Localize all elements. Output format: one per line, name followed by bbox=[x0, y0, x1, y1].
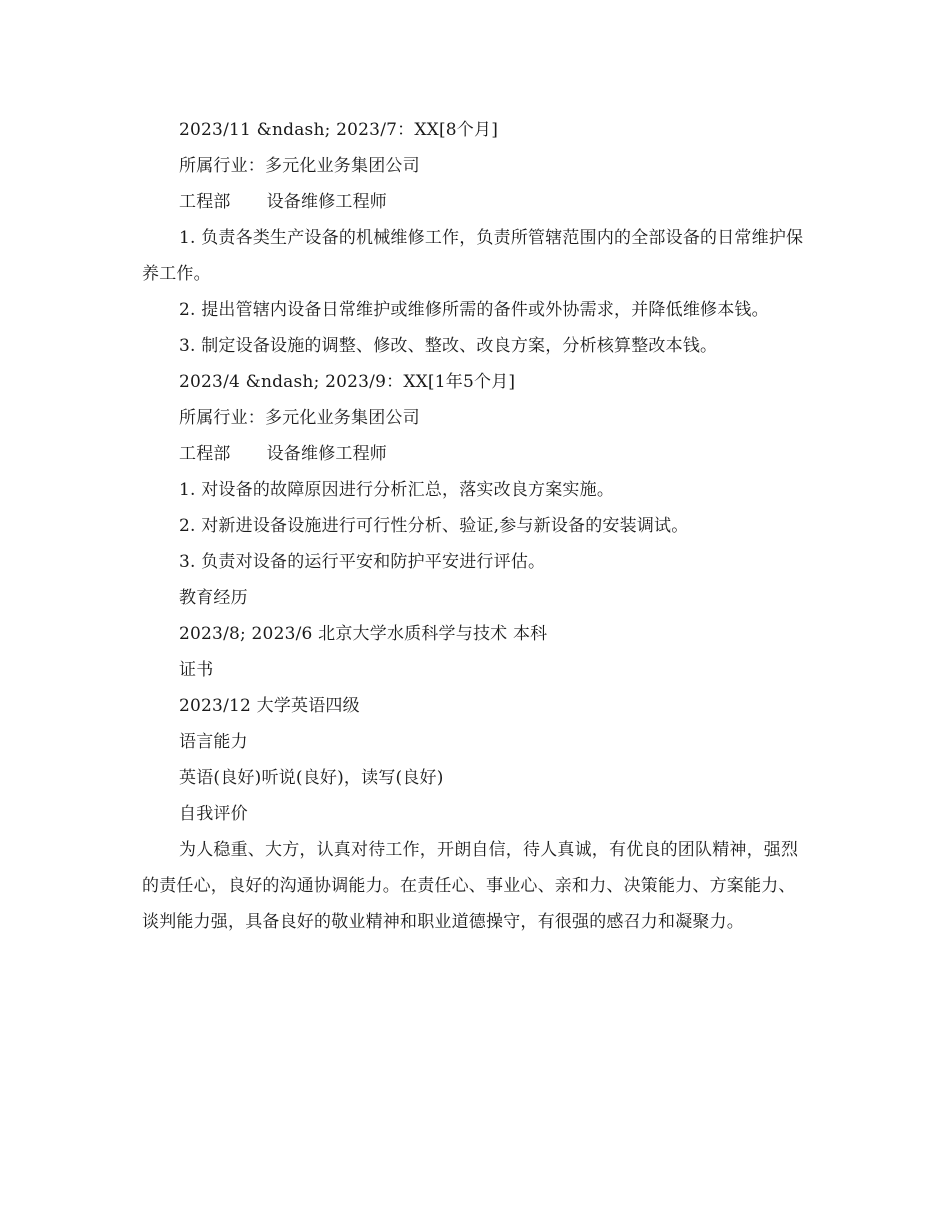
resume-page bbox=[142, 112, 806, 940]
job-2-duty-1: 1. 对设备的故障原因进行分析汇总，落实改良方案实施。 bbox=[179, 480, 615, 500]
education-heading: 教育经历 bbox=[179, 588, 248, 608]
language-entry: 英语(良好)听说(良好)，读写(良好) bbox=[179, 768, 444, 788]
job-1-period: 2023/11 &ndash; 2023/7：XX[8个月] bbox=[179, 120, 499, 140]
job-1-duty-1: 1. 负责各类生产设备的机械维修工作，负责所管辖范围内的全部设备的日常维护保养工作。 bbox=[142, 228, 804, 284]
job-1-position: 设备维修工程师 bbox=[266, 192, 388, 212]
job-2-department: 工程部 bbox=[179, 444, 231, 464]
job-2-duty-3: 3. 负责对设备的运行平安和防护平安进行评估。 bbox=[179, 552, 546, 572]
job-1-department: 工程部 bbox=[179, 192, 231, 212]
certificates-heading: 证书 bbox=[179, 660, 214, 680]
job-1-duty-3: 3. 制定设备设施的调整、修改、整改、改良方案，分析核算整改本钱。 bbox=[179, 336, 718, 356]
language-heading: 语言能力 bbox=[179, 732, 248, 752]
job-2-position: 设备维修工程师 bbox=[266, 444, 388, 464]
job-2-duty-2: 2. 对新进设备设施进行可行性分析、验证,参与新设备的安装调试。 bbox=[179, 516, 689, 536]
certificates-entry: 2023/12 大学英语四级 bbox=[179, 696, 360, 716]
job-1-duty-2: 2. 提出管辖内设备日常维护或维修所需的备件或外协需求，并降低维修本钱。 bbox=[179, 300, 769, 320]
job-2-role-line bbox=[142, 436, 806, 472]
job-2-industry: 所属行业：多元化业务集团公司 bbox=[179, 408, 420, 428]
job-2-period: 2023/4 &ndash; 2023/9：XX[1年5个月] bbox=[179, 372, 516, 392]
education-entry: 2023/8; 2023/6 北京大学水质科学与技术 本科 bbox=[179, 624, 548, 644]
self-evaluation-text: 为人稳重、大方，认真对待工作，开朗自信，待人真诚，有优良的团队精神，强烈的责任心，良好的沟通协调能力。在责任心、事业心、亲和力、决策能力、方案能力、谈判能力强，具备良好的敬业精神和职业道德操守，有很强的感召力和凝聚力。 bbox=[142, 840, 799, 932]
self-evaluation-heading: 自我评价 bbox=[179, 804, 248, 824]
job-1-industry: 所属行业：多元化业务集团公司 bbox=[179, 156, 420, 176]
job-1-role-line bbox=[142, 184, 806, 220]
